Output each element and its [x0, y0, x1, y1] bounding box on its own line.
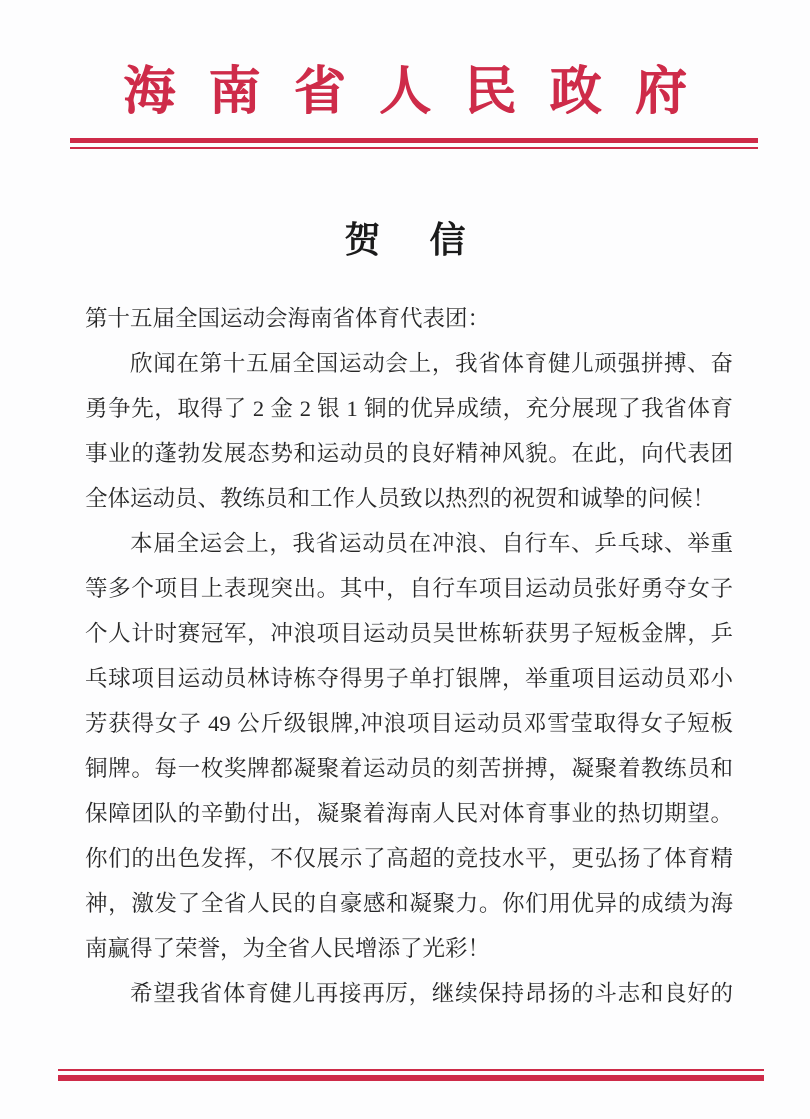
body-line: 等多个项目上表现突出。其中，自行车项目运动员张好勇夺女子 — [85, 576, 733, 601]
body-line: 全体运动员、教练员和工作人员致以热烈的祝贺和诚挚的问候！ — [85, 486, 716, 511]
body-line: 乓球项目运动员林诗栋夺得男子单打银牌，举重项目运动员邓小 — [85, 666, 733, 691]
body-line: 本届全运会上，我省运动员在冲浪、自行车、乒乓球、举重 — [130, 531, 733, 556]
body-line: 事业的蓬勃发展态势和运动员的良好精神风貌。在此，向代表团 — [85, 441, 733, 466]
header-divider-thin-rule — [70, 147, 758, 149]
body-line: 第十五届全国运动会海南省体育代表团： — [85, 306, 491, 331]
body-line: 勇争先，取得了 2 金 2 银 1 铜的优异成绩，充分展现了我省体育 — [85, 396, 733, 421]
letter-title: 贺 信 — [344, 220, 472, 260]
body-line: 保障团队的辛勤付出，凝聚着海南人民对体育事业的热切期望。 — [85, 801, 733, 826]
body-line: 铜牌。每一枚奖牌都凝聚着运动员的刻苦拼搏，凝聚着教练员和 — [85, 756, 733, 781]
header-divider — [70, 138, 758, 149]
footer-divider-thick-rule — [58, 1075, 764, 1081]
body-line: 欣闻在第十五届全国运动会上，我省体育健儿顽强拼搏、奋 — [130, 351, 733, 376]
body-line: 芳获得女子 49 公斤级银牌,冲浪项目运动员邓雪莹取得女子短板 — [85, 711, 733, 736]
body-line: 个人计时赛冠军，冲浪项目运动员吴世栋斩获男子短板金牌，乒 — [85, 621, 733, 646]
body-line: 神，激发了全省人民的自豪感和凝聚力。你们用优异的成绩为海 — [85, 891, 733, 916]
body-line: 你们的出色发挥，不仅展示了高超的竞技水平，更弘扬了体育精 — [85, 846, 733, 871]
letter-body — [85, 296, 733, 1016]
org-name-header: 海南省人民政府 — [123, 64, 721, 121]
footer-divider — [58, 1069, 764, 1081]
body-line: 希望我省体育健儿再接再厉，继续保持昂扬的斗志和良好的 — [130, 981, 733, 1006]
body-line: 南赢得了荣誉，为全省人民增添了光彩！ — [85, 936, 491, 961]
